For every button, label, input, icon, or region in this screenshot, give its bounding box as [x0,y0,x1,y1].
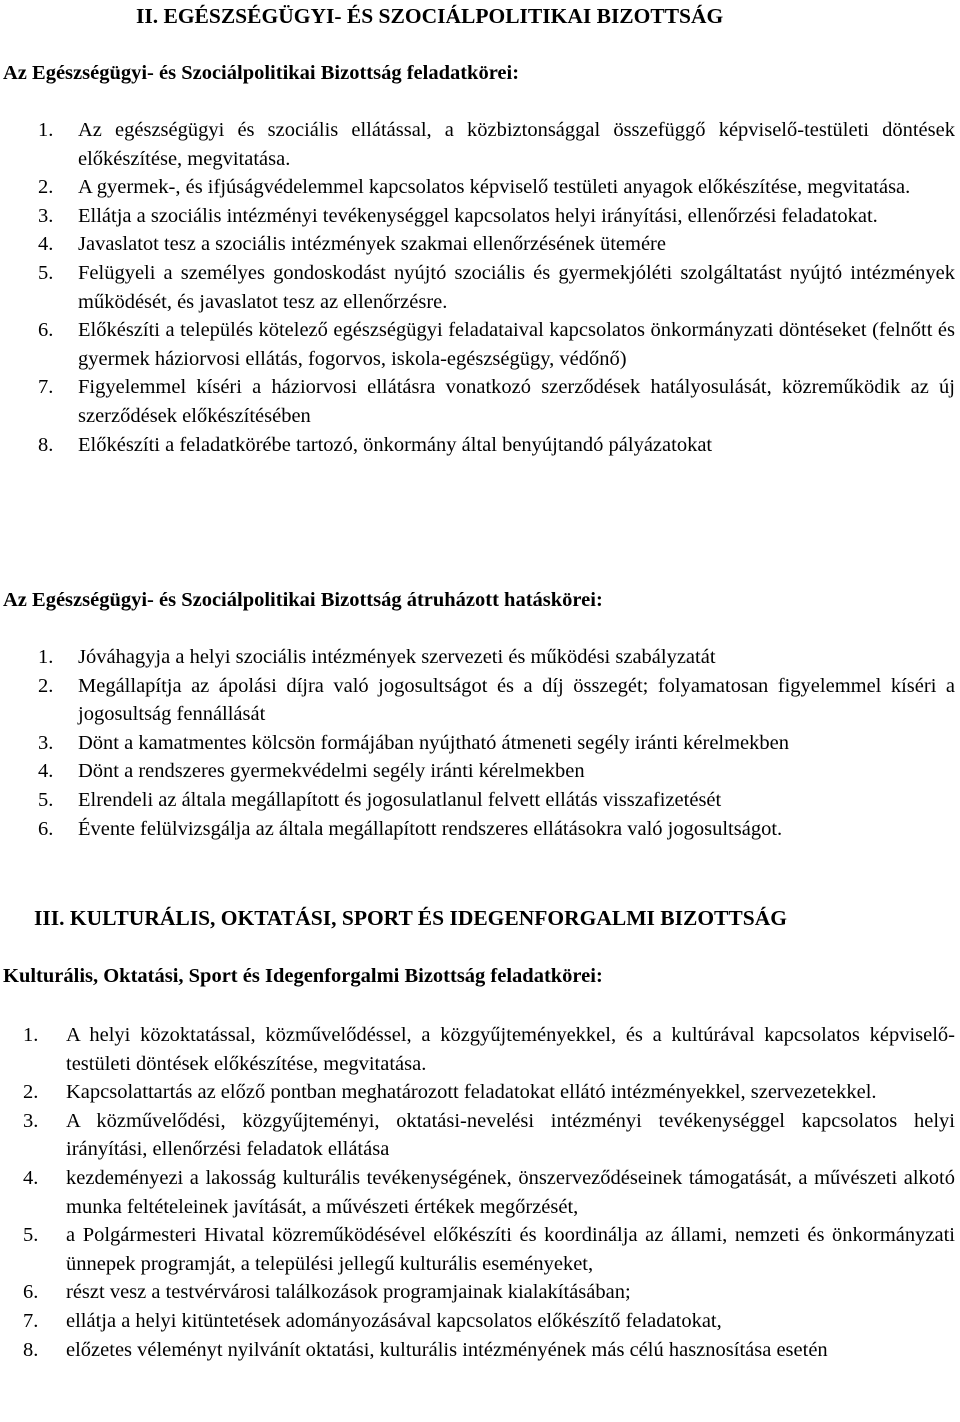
item-number: 6. [38,319,54,342]
list-item [0,1278,955,1307]
item-text: Előkészíti a feladatkörébe tartozó, önkormány által benyújtandó pályázatokat [78,433,713,456]
list-item [0,431,955,460]
list-item [0,1107,955,1164]
item-number: 8. [23,1338,39,1361]
list-item [0,1307,955,1336]
list-item [0,316,955,373]
item-text: Ellátja a szociális intézményi tevékenységgel kapcsolatos helyi irányítási, ellenőrzési feladatokat. [78,204,878,227]
item-text: Jóváhagyja a helyi szociális intézmények szervezeti és működési szabályzatát [78,646,716,668]
section-2-duties-list [0,116,955,459]
item-number: 6. [38,817,54,840]
item-number: 1. [23,1024,39,1046]
item-text: ellátja a helyi kitüntetések adományozásával kapcsolatos előkészítő feladatokat, [66,1309,722,1332]
item-number: 3. [38,731,54,754]
list-item [0,259,955,316]
item-number: 3. [38,204,54,227]
list-item [0,373,955,430]
section-2-delegated-list [0,643,955,843]
item-text: részt vesz a testvérvárosi találkozások programjainak kialakításában; [66,1281,631,1304]
list-item [0,643,955,672]
item-number: 7. [23,1309,39,1332]
item-number: 6. [23,1281,39,1304]
item-number: 5. [23,1224,39,1247]
item-text: Figyelemmel kíséri a háziorvosi ellátásra vonatkozó szerződések hatályosulását, közreműködik az új szerződések előkészítésében [78,376,955,427]
list-item [0,116,955,173]
list-item [0,815,955,844]
list-item [0,1021,955,1078]
item-number: 4. [38,760,54,783]
item-text: Előkészíti a település kötelező egészségügyi feladataival kapcsolatos önkormányzati döntéseket (felnőtt és gyermek háziorvosi ellátás, fogorvos, iskola-egészségügy, védőnő) [78,319,955,370]
list-item [0,1078,955,1107]
section-3-title: III. KULTURÁLIS, OKTATÁSI, SPORT ÉS IDEGENFORGALMI BIZOTTSÁG [34,906,787,930]
list-item [0,1336,955,1365]
item-number: 5. [38,788,54,811]
item-text: Dönt a rendszeres gyermekvédelmi segély iránti kérelmekben [78,760,585,783]
item-text: kezdeményezi a lakosság kulturális tevékenységének, önszerveződéseinek támogatását, a művészeti alkotó munka feltételeinek javítását, a művészeti értékek megőrzését, [66,1166,955,1218]
item-number: 1. [38,119,54,141]
item-number: 4. [38,233,54,256]
item-text: Az egészségügyi és szociális ellátással, a közbiztonsággal összefüggő képviselő-testületi döntések előkészítése, megvitatása. [78,119,955,170]
item-text: Felügyeli a személyes gondoskodást nyújtó szociális és gyermekjóléti szolgáltatást nyújtó intézmények működését, és javaslatot tesz az ellenőrzésre. [78,261,955,313]
item-number: 2. [38,674,54,697]
item-text: Javaslatot tesz a szociális intézmények szakmai ellenőrzésének ütemére [78,233,666,256]
item-number: 5. [38,261,54,284]
item-number: 2. [23,1081,39,1104]
section-3-duties-list [0,1021,955,1364]
list-item [0,1164,955,1221]
list-item [0,202,955,231]
item-number: 3. [23,1109,39,1132]
item-number: 8. [38,433,54,456]
list-item [0,757,955,786]
item-text: Dönt a kamatmentes kölcsön formájában nyújtható átmeneti segély iránti kérelmekben [78,731,790,754]
item-number: 4. [23,1166,39,1189]
list-item [0,786,955,815]
item-text: Elrendeli az általa megállapított és jogosulatlanul felvett ellátás visszafizetését [78,788,722,811]
item-text: A közművelődési, közgyűjteményi, oktatási-nevelési intézményi tevékenységgel kapcsolatos helyi irányítási, ellenőrzési feladatok ellátása [66,1109,955,1161]
list-item [0,173,955,202]
item-text: előzetes véleményt nyilvánít oktatási, kulturális intézményének más célú hasznosítása esetén [66,1338,828,1361]
item-text: a Polgármesteri Hivatal közreműködésével előkészíti és koordinálja az állami, nemzeti és önkormányzati ünnepek programját, a települési jellegű kulturális eseményeket, [66,1224,955,1275]
item-number: 2. [38,176,54,199]
section-3-duties-heading: Kulturális, Oktatási, Sport és Idegenforgalmi Bizottság feladatkörei: [3,965,603,987]
section-2-title: II. EGÉSZSÉGÜGYI- ÉS SZOCIÁLPOLITIKAI BIZOTTSÁG [136,4,724,28]
item-text: Megállapítja az ápolási díjra való jogosultságot és a díj összegét; folyamatosan figyelemmel kíséri a jogosultság fennállását [78,674,955,726]
section-2-delegated-heading: Az Egészségügyi- és Szociálpolitikai Bizottság átruházott hatáskörei: [3,589,603,611]
item-text: A gyermek-, és ifjúságvédelemmel kapcsolatos képviselő testületi anyagok előkészítése, megvitatása. [78,176,911,199]
list-item [0,729,955,758]
item-number: 7. [38,376,54,399]
list-item [0,672,955,729]
item-text: Kapcsolattartás az előző pontban meghatározott feladatokat ellátó intézményekkel, szervezetekkel. [66,1081,877,1104]
section-2-duties-heading: Az Egészségügyi- és Szociálpolitikai Bizottság feladatkörei: [3,62,520,84]
item-text: Évente felülvizsgálja az általa megállapított rendszeres ellátásokra való jogosultságot. [78,817,783,840]
list-item [0,1221,955,1278]
list-item [0,230,955,259]
item-text: A helyi közoktatással, közművelődéssel, a közgyűjteményekkel, és a kultúrával kapcsolatos képviselő-testületi döntések előkészítése, megvitatása. [66,1024,955,1075]
item-number: 1. [38,646,54,668]
